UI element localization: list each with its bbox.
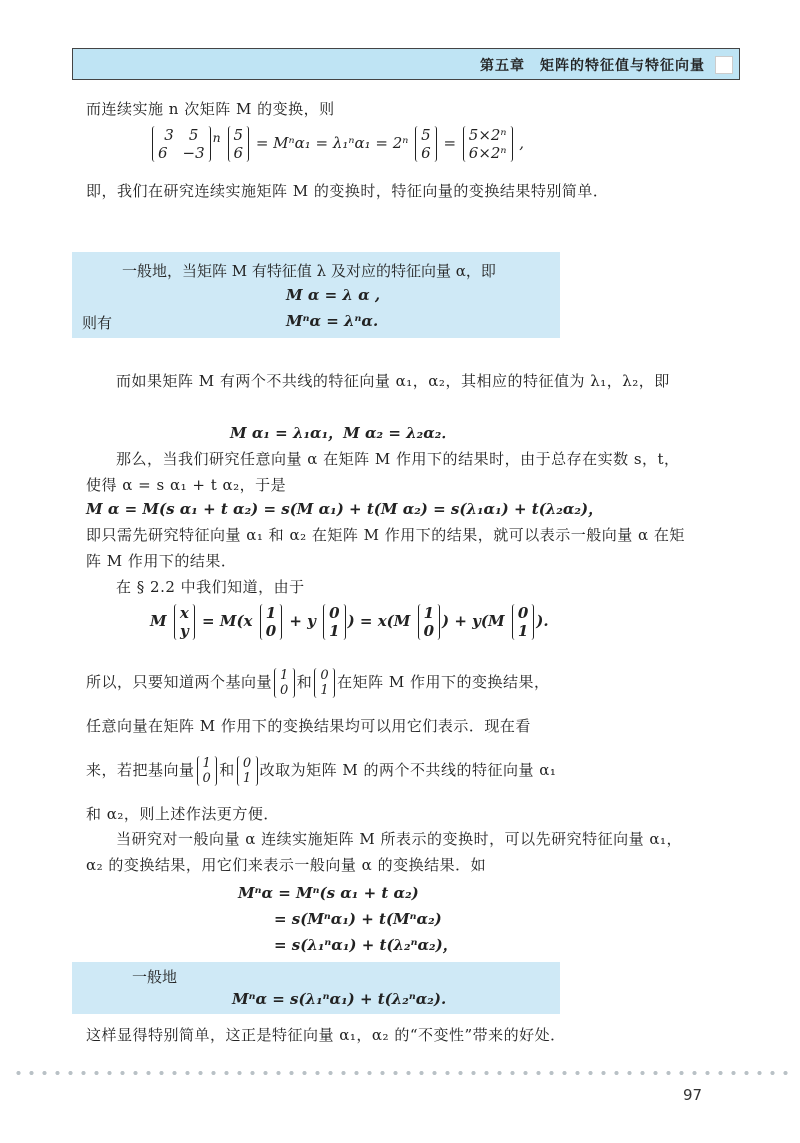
footer-dotted-rule <box>12 1070 792 1076</box>
paragraph-final: 这样显得特别简单，这正是特征向量 α₁，α₂ 的“不变性”带来的好处． <box>86 1026 566 1044</box>
equation-eigen-pair: M α₁ = λ₁α₁，M α₂ = λ₂α₂． <box>230 424 457 442</box>
vector-alpha1-copy: 5 6 <box>415 126 437 162</box>
basis-e2: 0 1 <box>323 604 345 640</box>
basis-e2-mapped: 0 1 <box>512 604 534 640</box>
box2-line1: 一般地 <box>132 968 178 986</box>
matrix-m: 3 5 6 −3 <box>152 126 211 162</box>
inline-basis-e2: 0 1 <box>314 668 335 698</box>
equation-middle: = Mⁿα₁ = λ₁ⁿα₁ = 2ⁿ <box>255 134 409 152</box>
power-n: n <box>212 130 221 145</box>
equation-basis-expansion: M x y = M(x 1 0 + y 0 1 ) = x(M 1 0 ) + y(M 0 1 ). <box>150 604 549 640</box>
basis-e1-mapped: 1 0 <box>418 604 440 640</box>
header-square-icon <box>715 56 733 74</box>
box1-label-then: 则有 <box>82 314 113 332</box>
inline-basis-e1: 1 0 <box>274 668 295 698</box>
paragraph-only-need: 即只需先研究特征向量 α₁ 和 α₂ 在矩阵 M 作用下的结果，就可以表示一般向量 α 在矩阵 M 作用下的结果． <box>86 526 685 570</box>
paragraph-section-ref: 在 § 2.2 中我们知道，由于 <box>116 578 305 596</box>
highlight-box-general-2 <box>72 962 560 1014</box>
box1-line1: 一般地，当矩阵 M 有特征值 λ 及对应的特征向量 α，即 <box>122 262 496 280</box>
paragraph-repeated-transform: 当研究对一般向量 α 连续实施矩阵 M 所表示的变换时，可以先研究特征向量 α₁，α₂ 的变换结果，用它们来表示一般向量 α 的变换结果．如 <box>86 830 682 874</box>
vector-alpha1: 5 6 <box>228 126 250 162</box>
paragraph-arbitrary-vector: 那么，当我们研究任意向量 α 在矩阵 M 作用下的结果时，由于总存在实数 s，t，使得 α = s α₁ + t α₂，于是 <box>86 450 680 494</box>
equation-power-example: 3 5 6 −3 $^n$ 5 6 = Mⁿα₁ = λ₁ⁿα₁ = 2ⁿ 5 6 = 5×2ⁿ 6×2ⁿ , <box>150 126 524 162</box>
result-vector: 5×2ⁿ 6×2ⁿ <box>463 126 513 162</box>
paragraph-conclusion: 即，我们在研究连续实施矩阵 M 的变换时，特征向量的变换结果特别简单． <box>86 182 609 200</box>
chapter-header <box>72 48 740 80</box>
chapter-title: 第五章 矩阵的特征值与特征向量 <box>480 58 705 74</box>
equation-expansion-lines: Mⁿα = Mⁿ(s α₁ + t α₂) = s(Mⁿα₁) + t(Mⁿα₂) = s(λ₁ⁿα₁) + t(λ₂ⁿα₂)， <box>238 884 458 954</box>
paragraph-basis-vectors: 所以，只要知道两个基向量 1 0 和 0 1 在矩阵 M 作用下的变换结果， 任意向量在矩阵 M 作用下的变换结果均可以用它们表示．现在看 来，若把基向量 1 0 和 0 1 改取为矩阵 M 的两个不共线的特征向量 α₁ 和 α₂，则上述作法更方便． <box>86 668 557 823</box>
basis-e1: 1 0 <box>260 604 282 640</box>
box1-eq-b: Mⁿα = λⁿα. <box>286 312 379 330</box>
paragraph-two-eigenvectors: 而如果矩阵 M 有两个不共线的特征向量 α₁，α₂，其相应的特征值为 λ₁，λ₂，即 <box>116 372 670 390</box>
equation-decomposition: M α = M(s α₁ + t α₂) = s(M α₁) + t(M α₂) = s(λ₁α₁) + t(λ₂α₂)， <box>86 500 604 518</box>
page-number: 97 <box>683 1086 703 1104</box>
paragraph-intro: 而连续实施 n 次矩阵 M 的变换，则 <box>86 100 335 118</box>
box1-eq-a: M α = λ α , <box>286 286 381 304</box>
highlight-box-general <box>72 252 560 338</box>
vector-xy: x y <box>174 604 195 640</box>
inline-basis-e2-b: 0 1 <box>237 756 258 786</box>
inline-basis-e1-b: 1 0 <box>197 756 218 786</box>
box2-eq: Mⁿα = s(λ₁ⁿα₁) + t(λ₂ⁿα₂). <box>232 990 447 1008</box>
